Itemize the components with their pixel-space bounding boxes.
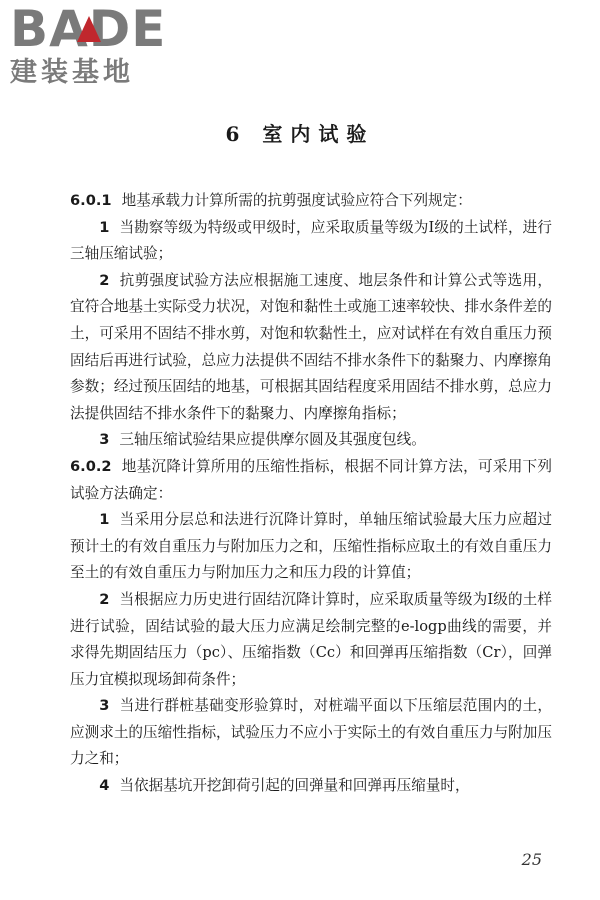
logo-word	[10, 0, 180, 58]
item-number: 2	[99, 590, 110, 608]
paragraph-text: 当依据基坑开挖卸荷引起的回弹量和回弹再压缩量时，	[119, 777, 470, 795]
list-item-paragraph	[70, 773, 552, 800]
page-number: 25	[521, 850, 542, 869]
logo-word-text: BADE	[10, 0, 167, 58]
list-item-paragraph	[70, 427, 552, 454]
item-number: 4	[99, 777, 110, 795]
paragraph-text: 三轴压缩试验结果应提供摩尔圆及其强度包线。	[119, 431, 426, 449]
list-item-paragraph	[70, 215, 552, 268]
logo-subtitle: 建装基地	[10, 57, 134, 88]
list-item-paragraph	[70, 693, 552, 773]
item-number: 3	[99, 431, 110, 449]
list-item-paragraph	[70, 507, 552, 587]
paragraph-text: 当采用分层总和法进行沉降计算时，单轴压缩试验最大压力应超过预计土的有效自重压力与附加压力之和，压缩性指标应取土的有效自重压力至土的有效自重压力与附加压力之和压力段的计算值；	[70, 511, 552, 582]
item-number: 3	[99, 697, 110, 715]
paragraph-text: 抗剪强度试验方法应根据施工速度、地层条件和计算公式等选用，宜符合地基土实际受力状况，对饱和黏性土或施工速率较快、排水条件差的土，可采用不固结不排水剪，对饱和软黏性土，应对试样在有效自重压力预固结后再进行试验，总应力法提供不固结不排水条件下的黏聚力、内摩擦角参数；经过预压固结的地基，可根据其固结程度采用固结不排水剪，总应力法提供固结不排水条件下的黏聚力、内摩擦角指标；	[70, 271, 552, 422]
paragraph-text: 地基承载力计算所需的抗剪强度试验应符合下列规定：	[121, 192, 472, 209]
logo	[10, 0, 180, 90]
paragraph-text: 地基沉降计算所用的压缩性指标，根据不同计算方法，可采用下列试验方法确定：	[70, 457, 552, 502]
item-number: 1	[99, 511, 110, 529]
logo-accent-triangle-icon	[77, 16, 101, 42]
item-number: 2	[99, 271, 110, 289]
clause-number: 6.0.2	[70, 457, 112, 475]
clause-paragraph	[70, 454, 552, 507]
chapter-title: 6 室内试验	[225, 122, 375, 146]
document-body	[70, 188, 552, 800]
paragraph-text: 当勘察等级为特级或甲级时，应采取质量等级为Ⅰ级的土试样，进行三轴压缩试验；	[70, 218, 552, 263]
paragraph-text: 当进行群桩基础变形验算时，对桩端平面以下压缩层范围内的土，应测求土的压缩性指标，试验压力不应小于实际土的有效自重压力与附加压力之和；	[70, 697, 552, 768]
clause-number: 6.0.1	[70, 192, 112, 209]
list-item-paragraph	[70, 268, 552, 428]
paragraph-text: 当根据应力历史进行固结沉降计算时，应采取质量等级为Ⅰ级的土样进行试验，固结试验的最大压力应满足绘制完整的e-logp曲线的需要，并求得先期固结压力（pc）、压缩指数（Cc）和回弹再压缩指数（Cr），回弹压力宜模拟现场卸荷条件；	[70, 590, 552, 688]
clause-paragraph	[70, 188, 552, 215]
item-number: 1	[99, 218, 110, 236]
list-item-paragraph	[70, 587, 552, 693]
